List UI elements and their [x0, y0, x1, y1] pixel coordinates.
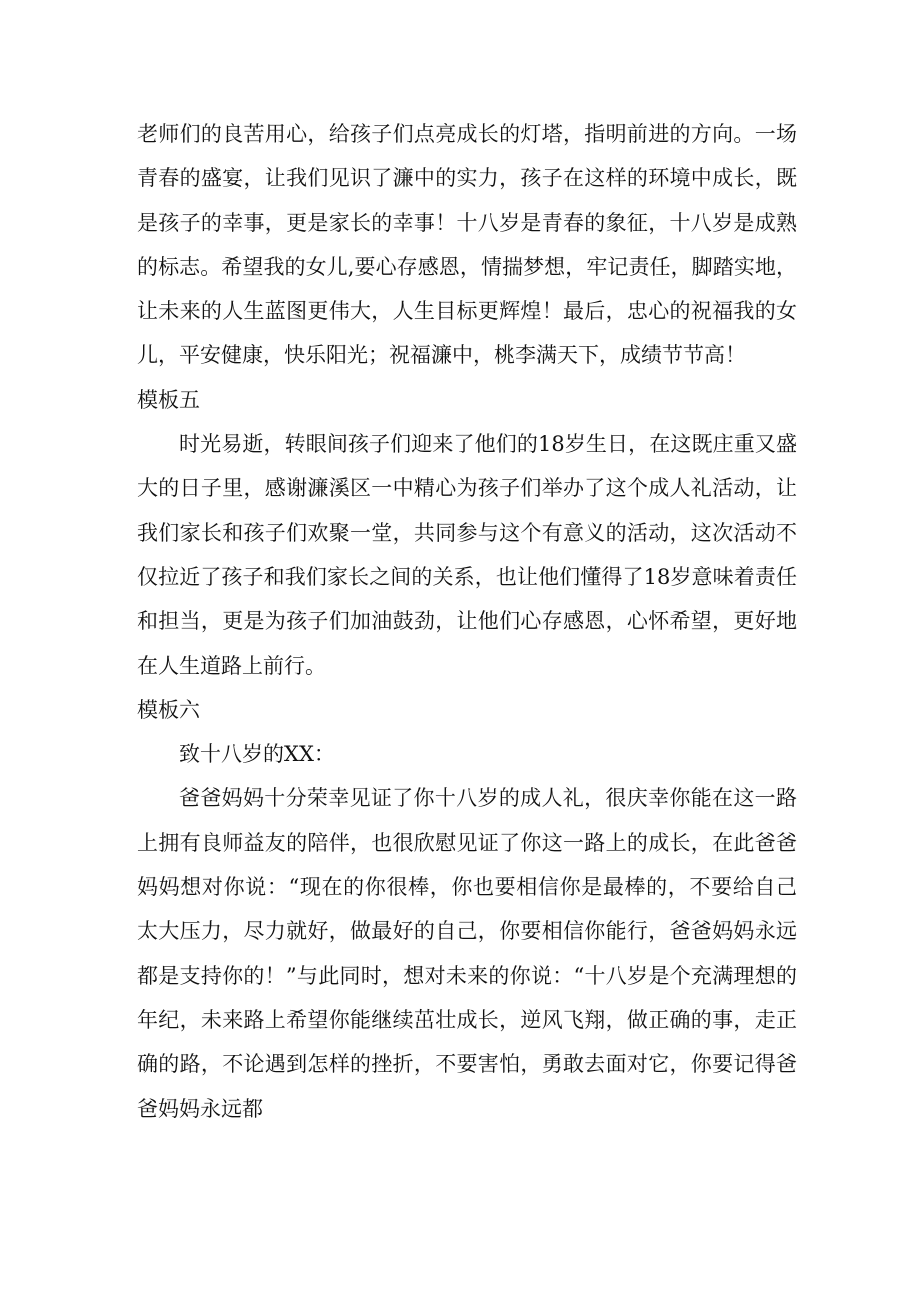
paragraph-template-five: 时光易逝，转眼间孩子们迎来了他们的18岁生日，在这既庄重又盛大的日子里，感谢濂溪区一中精心为孩子们举办了这个成人礼活动，让我们家长和孩子们欢聚一堂，共同参与这个有意义的活动，这次活动不仅拉近了孩子和我们家长之间的关系，也让他们懂得了18岁意味着责任和担当，更是为孩子们加油鼓劲，让他们心存感恩，心怀希望，更好地在人生道路上前行。: [137, 432, 797, 678]
paragraph-continuation: 老师们的良苦用心，给孩子们点亮成长的灯塔，指明前进的方向。一场青春的盛宴，让我们见识了濂中的实力，孩子在这样的环境中成长，既是孩子的幸事，更是家长的幸事！十八岁是青春的象征，十八岁是成熟的标志。希望我的女儿,要心存感恩，情揣梦想，牢记责任，脚踏实地，让未来的人生蓝图更伟大，人生目标更辉煌！最后，忠心的祝福我的女儿，平安健康，快乐阳光；祝福濂中，桃李满天下，成绩节节高！: [137, 122, 797, 368]
document-body: [137, 112, 797, 1131]
paragraph-template-six: 爸爸妈妈十分荣幸见证了你十八岁的成人礼，很庆幸你能在这一路上拥有良师益友的陪伴，也很欣慰见证了你这一路上的成长，在此爸爸妈妈想对你说：“现在的你很棒，你也要相信你是最棒的，不要给自己太大压力，尽力就好，做最好的自己，你要相信你能行，爸爸妈妈永远都是支持你的！”与此同时，想对未来的你说：“十八岁是个充满理想的年纪，未来路上希望你能继续茁壮成长，逆风飞翔，做正确的事，走正确的路，不论遇到怎样的挫折，不要害怕，勇敢去面对它，你要记得爸爸妈妈永远都: [137, 786, 797, 1121]
section-heading-template-six: 模板六: [137, 697, 200, 722]
section-heading-template-five: 模板五: [137, 387, 200, 412]
letter-salutation: 致十八岁的XX：: [179, 742, 335, 767]
